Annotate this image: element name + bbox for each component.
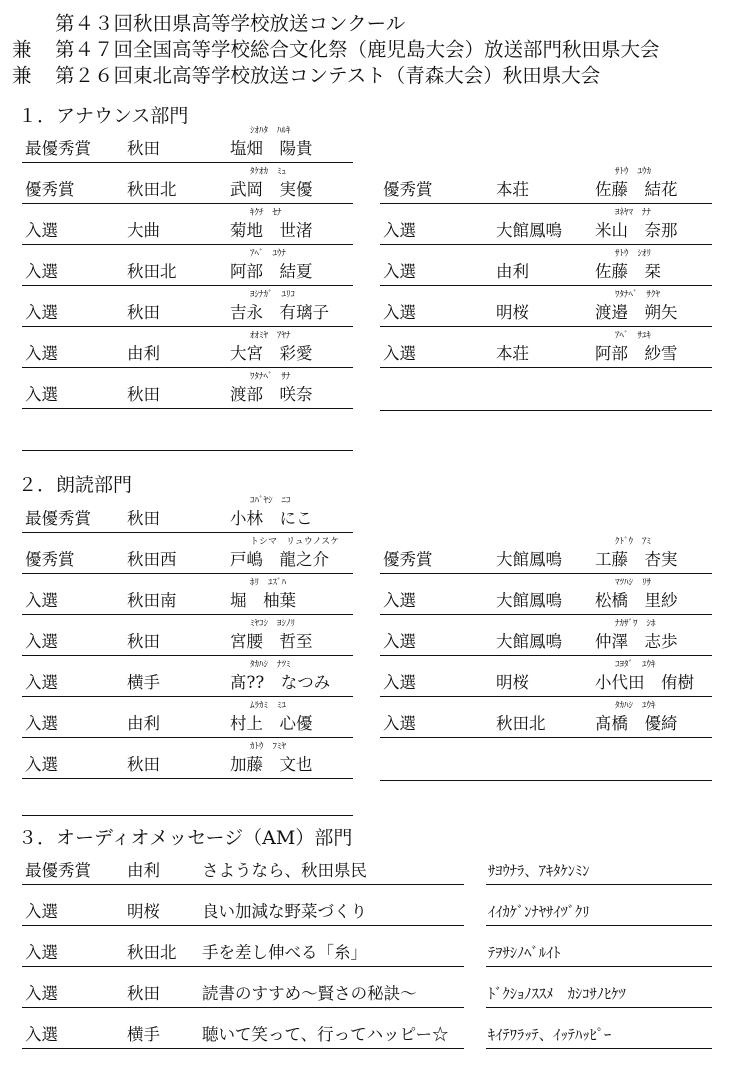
row-underline bbox=[380, 367, 712, 368]
row-underline bbox=[486, 925, 712, 926]
award-label: 入選 bbox=[25, 1025, 58, 1044]
award-label: 最優秀賞 bbox=[25, 509, 91, 528]
result-row bbox=[22, 698, 353, 738]
school-name: 由利 bbox=[496, 262, 529, 281]
school-name: 秋田南 bbox=[127, 591, 177, 610]
header-prefix: 兼 bbox=[12, 64, 32, 87]
school-name: 秋田 bbox=[127, 303, 160, 322]
section-heading-reading: ２．朗読部門 bbox=[18, 474, 133, 496]
school-name: 横手 bbox=[127, 673, 160, 692]
school-name: 明桜 bbox=[496, 673, 529, 692]
row-underline bbox=[380, 326, 712, 327]
result-row bbox=[22, 369, 353, 409]
award-label: 入選 bbox=[25, 984, 58, 1003]
result-row bbox=[22, 328, 353, 368]
school-name: 本荘 bbox=[496, 344, 529, 363]
title-kana: ｲｲｶｹﾞﾝﾅﾔｻｲﾂﾞｸﾘ bbox=[488, 905, 590, 921]
student-name: 渡邉 朔矢 bbox=[595, 303, 678, 322]
audio-message-kana-row bbox=[486, 886, 712, 926]
audio-message-kana-row bbox=[486, 845, 712, 885]
row-underline bbox=[486, 966, 712, 967]
school-name: 秋田北 bbox=[127, 943, 177, 962]
result-row bbox=[22, 164, 353, 204]
name-kana: ｸﾄﾞｳ ｱﾐ bbox=[615, 537, 652, 547]
row-underline bbox=[22, 614, 353, 615]
result-row bbox=[380, 328, 712, 368]
name-kana: トシマ リュウノスケ bbox=[250, 537, 340, 547]
row-underline bbox=[380, 614, 712, 615]
audio-message-row bbox=[22, 845, 464, 885]
result-row bbox=[22, 534, 353, 574]
name-kana: ｻﾄｳ ﾕｳｶ bbox=[615, 167, 652, 177]
row-underline bbox=[22, 326, 353, 327]
name-kana: ｼｵﾊﾀ ﾊﾙｷ bbox=[250, 126, 291, 136]
award-label: 入選 bbox=[25, 262, 58, 281]
student-name: 小代田 侑樹 bbox=[595, 673, 694, 692]
title-kana: ﾄﾞｸｼｮﾉｽｽﾒ ｶｼｺｻﾉﾋｹﾂ bbox=[488, 987, 626, 1003]
work-title: さようなら、秋田県民 bbox=[202, 861, 367, 880]
name-kana: ｻﾄｳ ｼｵﾘ bbox=[615, 249, 652, 259]
result-row bbox=[22, 739, 353, 779]
audio-message-row bbox=[22, 886, 464, 926]
result-row bbox=[380, 657, 712, 697]
school-name: 秋田北 bbox=[496, 714, 546, 733]
award-label: 優秀賞 bbox=[25, 180, 75, 199]
name-kana: ﾖｼﾅｶﾞ ﾕﾘｺ bbox=[250, 290, 296, 300]
result-row bbox=[22, 575, 353, 615]
blank-line bbox=[22, 815, 353, 816]
row-underline bbox=[22, 408, 353, 409]
student-name: 小林 にこ bbox=[230, 509, 313, 528]
result-row bbox=[22, 287, 353, 327]
name-kana: ｷｸﾁ ｾﾅ bbox=[250, 208, 282, 218]
name-kana: ｵｵﾐﾔ ｱﾔﾅ bbox=[250, 331, 291, 341]
audio-message-kana-row bbox=[486, 968, 712, 1008]
award-label: 入選 bbox=[25, 344, 58, 363]
award-label: 入選 bbox=[25, 902, 58, 921]
student-name: 菊地 世渚 bbox=[230, 221, 313, 240]
student-name: 阿部 結夏 bbox=[230, 262, 313, 281]
award-label: 優秀賞 bbox=[25, 550, 75, 569]
name-kana: ﾏﾂﾊｼ ﾘｻ bbox=[615, 578, 652, 588]
award-label: 入選 bbox=[383, 344, 416, 363]
school-name: 秋田 bbox=[127, 509, 160, 528]
school-name: 秋田 bbox=[127, 755, 160, 774]
audio-message-row bbox=[22, 968, 464, 1008]
award-label: 入選 bbox=[383, 303, 416, 322]
row-underline bbox=[22, 203, 353, 204]
award-label: 入選 bbox=[25, 632, 58, 651]
row-underline bbox=[22, 966, 464, 967]
school-name: 由利 bbox=[127, 861, 160, 880]
row-underline bbox=[22, 367, 353, 368]
award-label: 入選 bbox=[383, 221, 416, 240]
work-title: 読書のすすめ～賢さの秘訣～ bbox=[202, 984, 417, 1003]
result-row bbox=[22, 616, 353, 656]
award-label: 入選 bbox=[25, 385, 58, 404]
school-name: 秋田 bbox=[127, 632, 160, 651]
row-underline bbox=[380, 737, 712, 738]
award-label: 最優秀賞 bbox=[25, 139, 91, 158]
row-underline bbox=[486, 1007, 712, 1008]
result-row bbox=[22, 493, 353, 533]
school-name: 横手 bbox=[127, 1025, 160, 1044]
audio-message-row bbox=[22, 927, 464, 967]
name-kana: ﾅｶｻﾞﾜ ｼﾎ bbox=[615, 619, 656, 629]
student-name: 大宮 彩愛 bbox=[230, 344, 313, 363]
row-underline bbox=[380, 696, 712, 697]
row-underline bbox=[22, 1007, 464, 1008]
title-kana: ｷｲﾃﾜﾗｯﾃ、ｲｯﾃﾊｯﾋﾟｰ bbox=[488, 1028, 612, 1044]
name-kana: ﾖﾈﾔﾏ ﾅﾅ bbox=[615, 208, 652, 218]
row-underline bbox=[22, 162, 353, 163]
name-kana: ｱﾍﾞ ﾕｳﾅ bbox=[250, 249, 287, 259]
row-underline bbox=[22, 925, 464, 926]
student-name: 戸嶋 龍之介 bbox=[230, 550, 329, 569]
header-prefix: 兼 bbox=[12, 38, 32, 61]
student-name: 村上 心優 bbox=[230, 714, 313, 733]
row-underline bbox=[380, 203, 712, 204]
name-kana: ﾀｶﾊｼ ﾅﾂﾐ bbox=[250, 660, 291, 670]
row-underline bbox=[22, 532, 353, 533]
award-label: 入選 bbox=[25, 714, 58, 733]
name-kana: ﾜﾀﾅﾍﾞ ｻﾅ bbox=[250, 372, 291, 382]
result-row bbox=[380, 246, 712, 286]
header-text: 第４７回全国高等学校総合文化祭（鹿児島大会）放送部門秋田県大会 bbox=[55, 38, 660, 61]
name-kana: ﾎﾘ ﾕｽﾞﾊ bbox=[250, 578, 287, 588]
school-name: 秋田 bbox=[127, 139, 160, 158]
student-name: 髙?? なつみ bbox=[230, 673, 331, 692]
row-underline bbox=[22, 655, 353, 656]
school-name: 秋田北 bbox=[127, 180, 177, 199]
title-kana: ﾃｦｻｼﾉﾍﾞﾙｲﾄ bbox=[488, 946, 561, 962]
student-name: 吉永 有璃子 bbox=[230, 303, 329, 322]
row-underline bbox=[22, 778, 353, 779]
student-name: 阿部 紗雪 bbox=[595, 344, 678, 363]
result-row bbox=[380, 534, 712, 574]
award-label: 入選 bbox=[25, 591, 58, 610]
student-name: 塩畑 陽貴 bbox=[230, 139, 313, 158]
section-heading-audio-message: ３．オーディオメッセージ（AM）部門 bbox=[18, 827, 353, 849]
school-name: 秋田 bbox=[127, 385, 160, 404]
row-underline bbox=[22, 1048, 464, 1049]
award-label: 最優秀賞 bbox=[25, 861, 91, 880]
row-underline bbox=[22, 884, 464, 885]
student-name: 渡部 咲奈 bbox=[230, 385, 313, 404]
title-kana: ｻﾖｳﾅﾗ、ｱｷﾀｹﾝﾐﾝ bbox=[488, 864, 590, 880]
award-label: 入選 bbox=[383, 262, 416, 281]
student-name: 仲澤 志歩 bbox=[595, 632, 678, 651]
row-underline bbox=[22, 573, 353, 574]
name-kana: ﾐﾔｺｼ ﾖｼﾉﾘ bbox=[250, 619, 296, 629]
name-kana: ｶﾄｳ ﾌﾐﾔ bbox=[250, 742, 287, 752]
award-label: 入選 bbox=[383, 673, 416, 692]
award-label: 入選 bbox=[25, 755, 58, 774]
name-kana: ﾀｹｵｶ ﾐｭ bbox=[250, 167, 287, 177]
result-row bbox=[22, 657, 353, 697]
student-name: 工藤 杏実 bbox=[595, 550, 678, 569]
audio-message-kana-row bbox=[486, 1009, 712, 1049]
section-heading-announce: １．アナウンス部門 bbox=[18, 105, 189, 127]
school-name: 明桜 bbox=[496, 303, 529, 322]
student-name: 米山 奈那 bbox=[595, 221, 678, 240]
header-text: 第４３回秋田県高等学校放送コンクール bbox=[55, 12, 406, 35]
award-label: 入選 bbox=[383, 591, 416, 610]
result-row bbox=[380, 616, 712, 656]
audio-message-kana-row bbox=[486, 927, 712, 967]
student-name: 堀 柚葉 bbox=[230, 591, 296, 610]
student-name: 松橋 里紗 bbox=[595, 591, 678, 610]
row-underline bbox=[380, 655, 712, 656]
school-name: 秋田北 bbox=[127, 262, 177, 281]
school-name: 大館鳳鳴 bbox=[496, 550, 562, 569]
student-name: 髙橋 優綺 bbox=[595, 714, 678, 733]
name-kana: ﾜﾀﾅﾍﾞ ｻｸﾔ bbox=[615, 290, 661, 300]
award-label: 入選 bbox=[25, 221, 58, 240]
school-name: 明桜 bbox=[127, 902, 160, 921]
name-kana: ﾀｶﾊｼ ﾕｳｷ bbox=[615, 701, 656, 711]
work-title: 手を差し伸べる「糸」 bbox=[202, 943, 367, 962]
school-name: 大館鳳鳴 bbox=[496, 221, 562, 240]
school-name: 大曲 bbox=[127, 221, 160, 240]
work-title: 聴いて笑って、行ってハッピー☆ bbox=[202, 1025, 449, 1044]
header-text: 第２６回東北高等学校放送コンテスト（青森大会）秋田県大会 bbox=[55, 64, 601, 87]
audio-message-row bbox=[22, 1009, 464, 1049]
blank-line bbox=[380, 410, 712, 411]
school-name: 本荘 bbox=[496, 180, 529, 199]
row-underline bbox=[380, 573, 712, 574]
blank-line bbox=[380, 780, 712, 781]
student-name: 佐藤 栞 bbox=[595, 262, 661, 281]
result-row bbox=[380, 698, 712, 738]
award-label: 入選 bbox=[383, 632, 416, 651]
result-row bbox=[380, 575, 712, 615]
result-row bbox=[380, 164, 712, 204]
award-label: 入選 bbox=[25, 943, 58, 962]
name-kana: ﾑﾗｶﾐ ﾐﾕ bbox=[250, 701, 287, 711]
result-row bbox=[22, 123, 353, 163]
school-name: 由利 bbox=[127, 714, 160, 733]
student-name: 加藤 文也 bbox=[230, 755, 313, 774]
row-underline bbox=[22, 285, 353, 286]
name-kana: ｱﾍﾞ ｻﾕｷ bbox=[615, 331, 652, 341]
row-underline bbox=[22, 737, 353, 738]
school-name: 由利 bbox=[127, 344, 160, 363]
student-name: 佐藤 結花 bbox=[595, 180, 678, 199]
row-underline bbox=[380, 285, 712, 286]
row-underline bbox=[486, 1048, 712, 1049]
award-label: 優秀賞 bbox=[383, 550, 433, 569]
blank-line bbox=[22, 450, 353, 451]
award-label: 優秀賞 bbox=[383, 180, 433, 199]
result-row bbox=[22, 246, 353, 286]
row-underline bbox=[380, 244, 712, 245]
award-label: 入選 bbox=[25, 303, 58, 322]
award-label: 入選 bbox=[25, 673, 58, 692]
school-name: 大館鳳鳴 bbox=[496, 591, 562, 610]
school-name: 秋田 bbox=[127, 984, 160, 1003]
row-underline bbox=[22, 244, 353, 245]
school-name: 大館鳳鳴 bbox=[496, 632, 562, 651]
name-kana: ｺﾖﾀﾞ ﾕｳｷ bbox=[615, 660, 656, 670]
award-label: 入選 bbox=[383, 714, 416, 733]
work-title: 良い加減な野菜づくり bbox=[202, 902, 367, 921]
row-underline bbox=[486, 884, 712, 885]
result-row bbox=[22, 205, 353, 245]
row-underline bbox=[22, 696, 353, 697]
name-kana: ｺﾊﾞﾔｼ ﾆｺ bbox=[250, 496, 291, 506]
student-name: 宮腰 哲至 bbox=[230, 632, 313, 651]
school-name: 秋田西 bbox=[127, 550, 177, 569]
result-row bbox=[380, 205, 712, 245]
result-row bbox=[380, 287, 712, 327]
student-name: 武岡 実優 bbox=[230, 180, 313, 199]
